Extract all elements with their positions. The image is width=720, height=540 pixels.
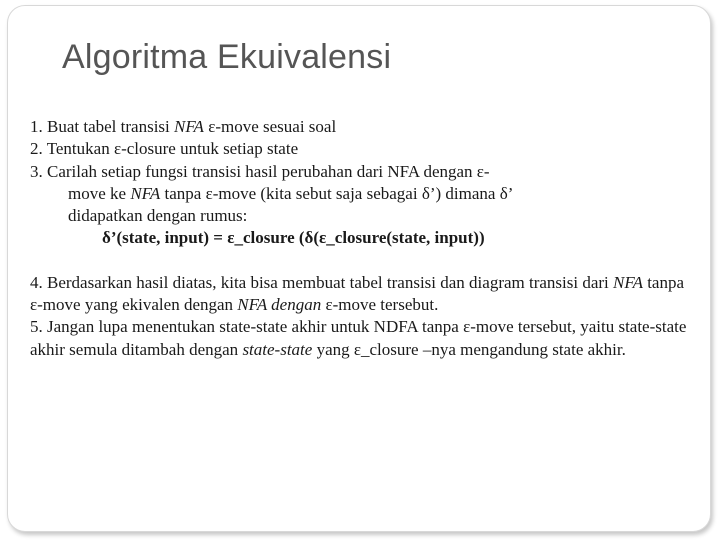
step-5: 5. Jangan lupa menentukan state-state akhir untuk NDFA tanpa ε-move tersebut, yaitu state-state akhir semula ditambah dengan state-state yang ε_closure –nya mengandung state akhir.	[30, 317, 687, 359]
step-3-formula-intro: didapatkan dengan rumus:	[68, 206, 248, 226]
step-4: 4. Berdasarkan hasil diatas, kita bisa membuat tabel transisi dan diagram transisi dari NFA tanpa ε-move yang ekivalen dengan NFA dengan ε-move tersebut.	[30, 272, 685, 315]
closure-formula: δ’(state, input) = ε_closure (δ(ε_closure(state, input))	[102, 228, 485, 248]
step-2: 2. Tentukan ε-closure untuk setiap state	[30, 139, 299, 159]
step-3-continuation: move ke NFA tanpa ε-move (kita sebut saja sebagai δ’) dimana δ’	[68, 183, 514, 203]
step-3: 3. Carilah setiap fungsi transisi hasil perubahan dari NFA dengan ε-	[30, 161, 490, 181]
slide-title: Algoritma Ekuivalensi	[62, 38, 392, 76]
step-1: 1. Buat tabel transisi NFA ε-move sesuai soal	[30, 117, 337, 136]
slide-body	[30, 116, 695, 361]
